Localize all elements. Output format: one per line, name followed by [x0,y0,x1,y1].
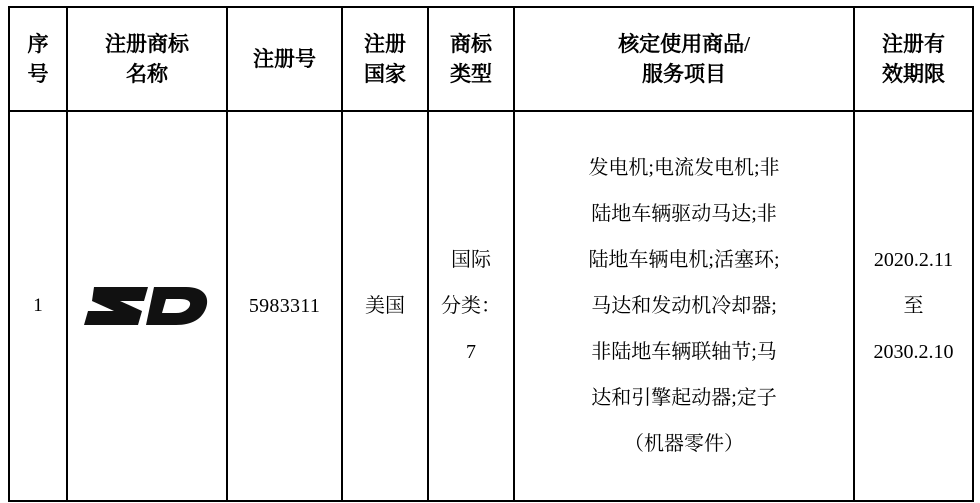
cell-approved-goods-line-7: （机器零件） [624,433,744,455]
cell-validity-period-line-2: 至 [903,295,924,317]
column-header-validity-period-line-2: 效期限 [882,62,945,86]
column-header-index-line-1: 序 [27,32,49,56]
cell-trademark-type [428,111,514,501]
cell-approved-goods-line-6: 达和引擎起动器;定子 [591,387,777,409]
cell-country: 美国 [342,111,428,501]
cell-validity-period-line-3: 2030.2.10 [873,341,954,363]
column-header-country-line-1: 注册 [364,32,406,56]
cell-trademark-type-line-3: 7 [466,341,476,363]
cell-trademark-type-line-2: 分类： [441,295,501,317]
cell-validity-period [854,111,973,501]
column-header-approved-goods [514,7,854,111]
column-header-approved-goods-line-2: 服务项目 [642,62,726,86]
cell-approved-goods [514,111,854,501]
cell-approved-goods-line-5: 非陆地车辆联轴节;马 [591,341,777,363]
cell-index: 1 [9,111,67,501]
cell-approved-goods-line-4: 马达和发动机冷却器; [591,295,777,317]
cell-validity-period-line-1: 2020.2.11 [873,249,954,271]
column-header-country [342,7,428,111]
cell-trademark-logo [67,111,227,501]
cell-registration-number: 5983311 [227,111,342,501]
document-page [0,6,980,503]
column-header-trademark-name-line-1: 注册商标 [105,32,189,56]
table-row [9,111,973,501]
column-header-registration-number-line-1: 注册号 [253,47,316,71]
table-body [9,111,973,501]
zd-logo [68,112,226,500]
column-header-trademark-name [67,7,227,111]
column-header-validity-period-line-1: 注册有 [882,32,945,56]
column-header-index [9,7,67,111]
cell-approved-goods-line-3: 陆地车辆电机;活塞环; [588,249,780,271]
column-header-country-line-2: 国家 [364,62,406,86]
column-header-trademark-type-line-2: 类型 [450,62,492,86]
column-header-validity-period [854,7,973,111]
trademark-table [8,6,974,502]
column-header-trademark-type-line-1: 商标 [450,32,492,56]
cell-trademark-type-line-1: 国际 [451,249,491,271]
column-header-index-line-2: 号 [27,62,49,86]
cell-approved-goods-line-2: 陆地车辆驱动马达;非 [591,203,777,225]
cell-approved-goods-line-1: 发电机;电流发电机;非 [588,157,780,179]
column-header-trademark-type [428,7,514,111]
column-header-registration-number [227,7,342,111]
table-header-row [9,7,973,111]
column-header-trademark-name-line-2: 名称 [126,62,168,86]
table-header [9,7,973,111]
column-header-approved-goods-line-1: 核定使用商品/ [618,32,750,56]
